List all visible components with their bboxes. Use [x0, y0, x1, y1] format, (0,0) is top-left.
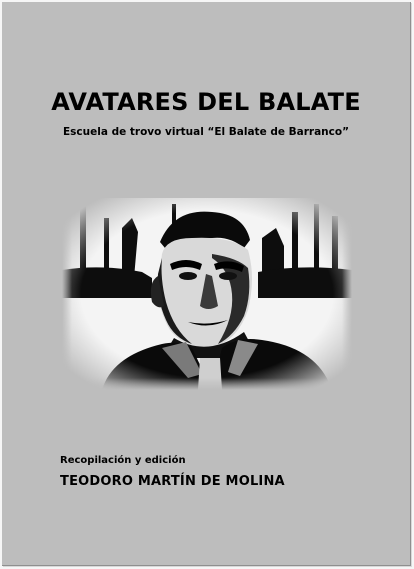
book-cover-page	[2, 2, 411, 566]
credit-label: Recopilación y edición	[60, 455, 186, 466]
cover-title: AVATARES DEL BALATE	[51, 88, 361, 116]
cover-portrait-photo	[62, 198, 352, 390]
cover-subtitle: Escuela de trovo virtual “El Balate de Barranco”	[63, 126, 349, 138]
author-name: TEODORO MARTÍN DE MOLINA	[60, 474, 285, 489]
portrait-photo-icon	[62, 198, 352, 390]
